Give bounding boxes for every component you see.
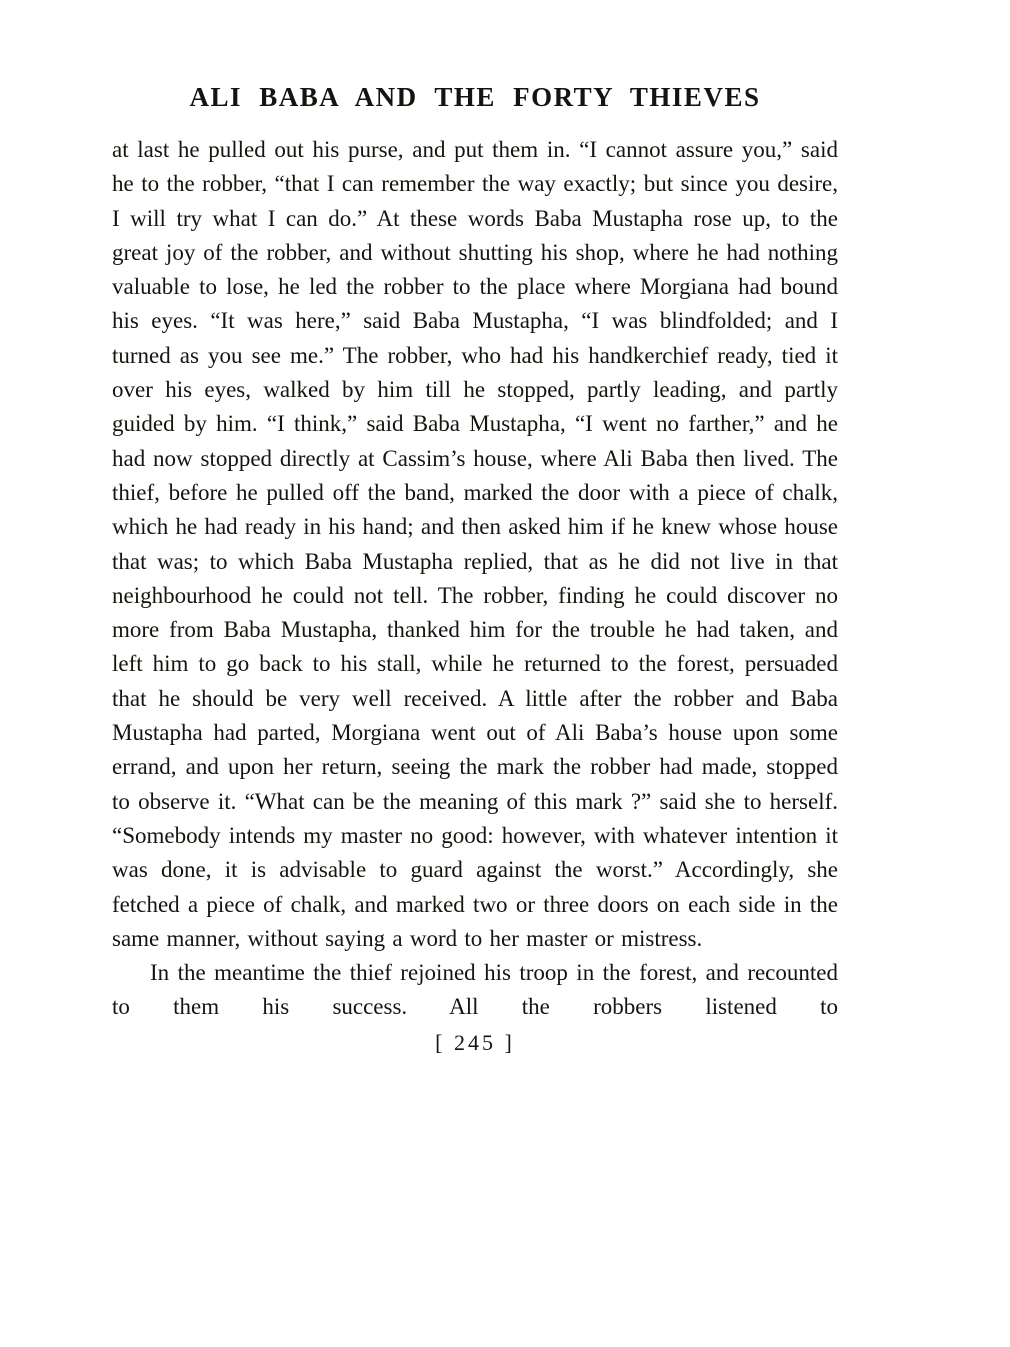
page-body [112,133,838,1025]
body-paragraph-1: at last he pulled out his purse, and put them in. “I cannot assure you,” said he to the robber, “that I can remember the way exactly; but since you desire, I will try what I can do.” At these words Baba Mustapha rose up, to the great joy of the robber, and without shutting his shop, where he had nothing valuable to lose, he led the robber to the place where Morgiana had bound his eyes. “It was here,” said Baba Mustapha, “I was blindfolded; and I turned as you see me.” The robber, who had his handkerchief ready, tied it over his eyes, walked by him till he stopped, partly leading, and partly guided by him. “I think,” said Baba Mustapha, “I went no farther,” and he had now stopped directly at Cassim’s house, where Ali Baba then lived. The thief, before he pulled off the band, marked the door with a piece of chalk, which he had ready in his hand; and then asked him if he knew whose house that was; to which Baba Mustapha replied, that as he did not live in that neighbourhood he could not tell. The robber, finding he could discover no more from Baba Mustapha, thanked him for the trouble he had taken, and left him to go back to his stall, while he returned to the forest, persuaded that he should be very well received. A little after the robber and Baba Mustapha had parted, Morgiana went out of Ali Baba’s house upon some errand, and upon her return, seeing the mark the robber had made, stopped to observe it. “What can be the meaning of this mark ?” said she to herself. “Somebody intends my master no good: however, with whatever intention it was done, it is advisable to guard against the worst.” Accordingly, she fetched a piece of chalk, and marked two or three doors on each side in the same manner, without saying a word to her master or mistress. [112,137,838,951]
book-page [112,0,838,1060]
body-paragraph-2: In the meantime the thief rejoined his troop in the forest, and recounted to them his success. All the robbers listened to [112,960,838,1020]
page-number: [ 245 ] [435,1029,515,1055]
page-title: ALI BABA AND THE FORTY THIEVES [189,82,761,112]
